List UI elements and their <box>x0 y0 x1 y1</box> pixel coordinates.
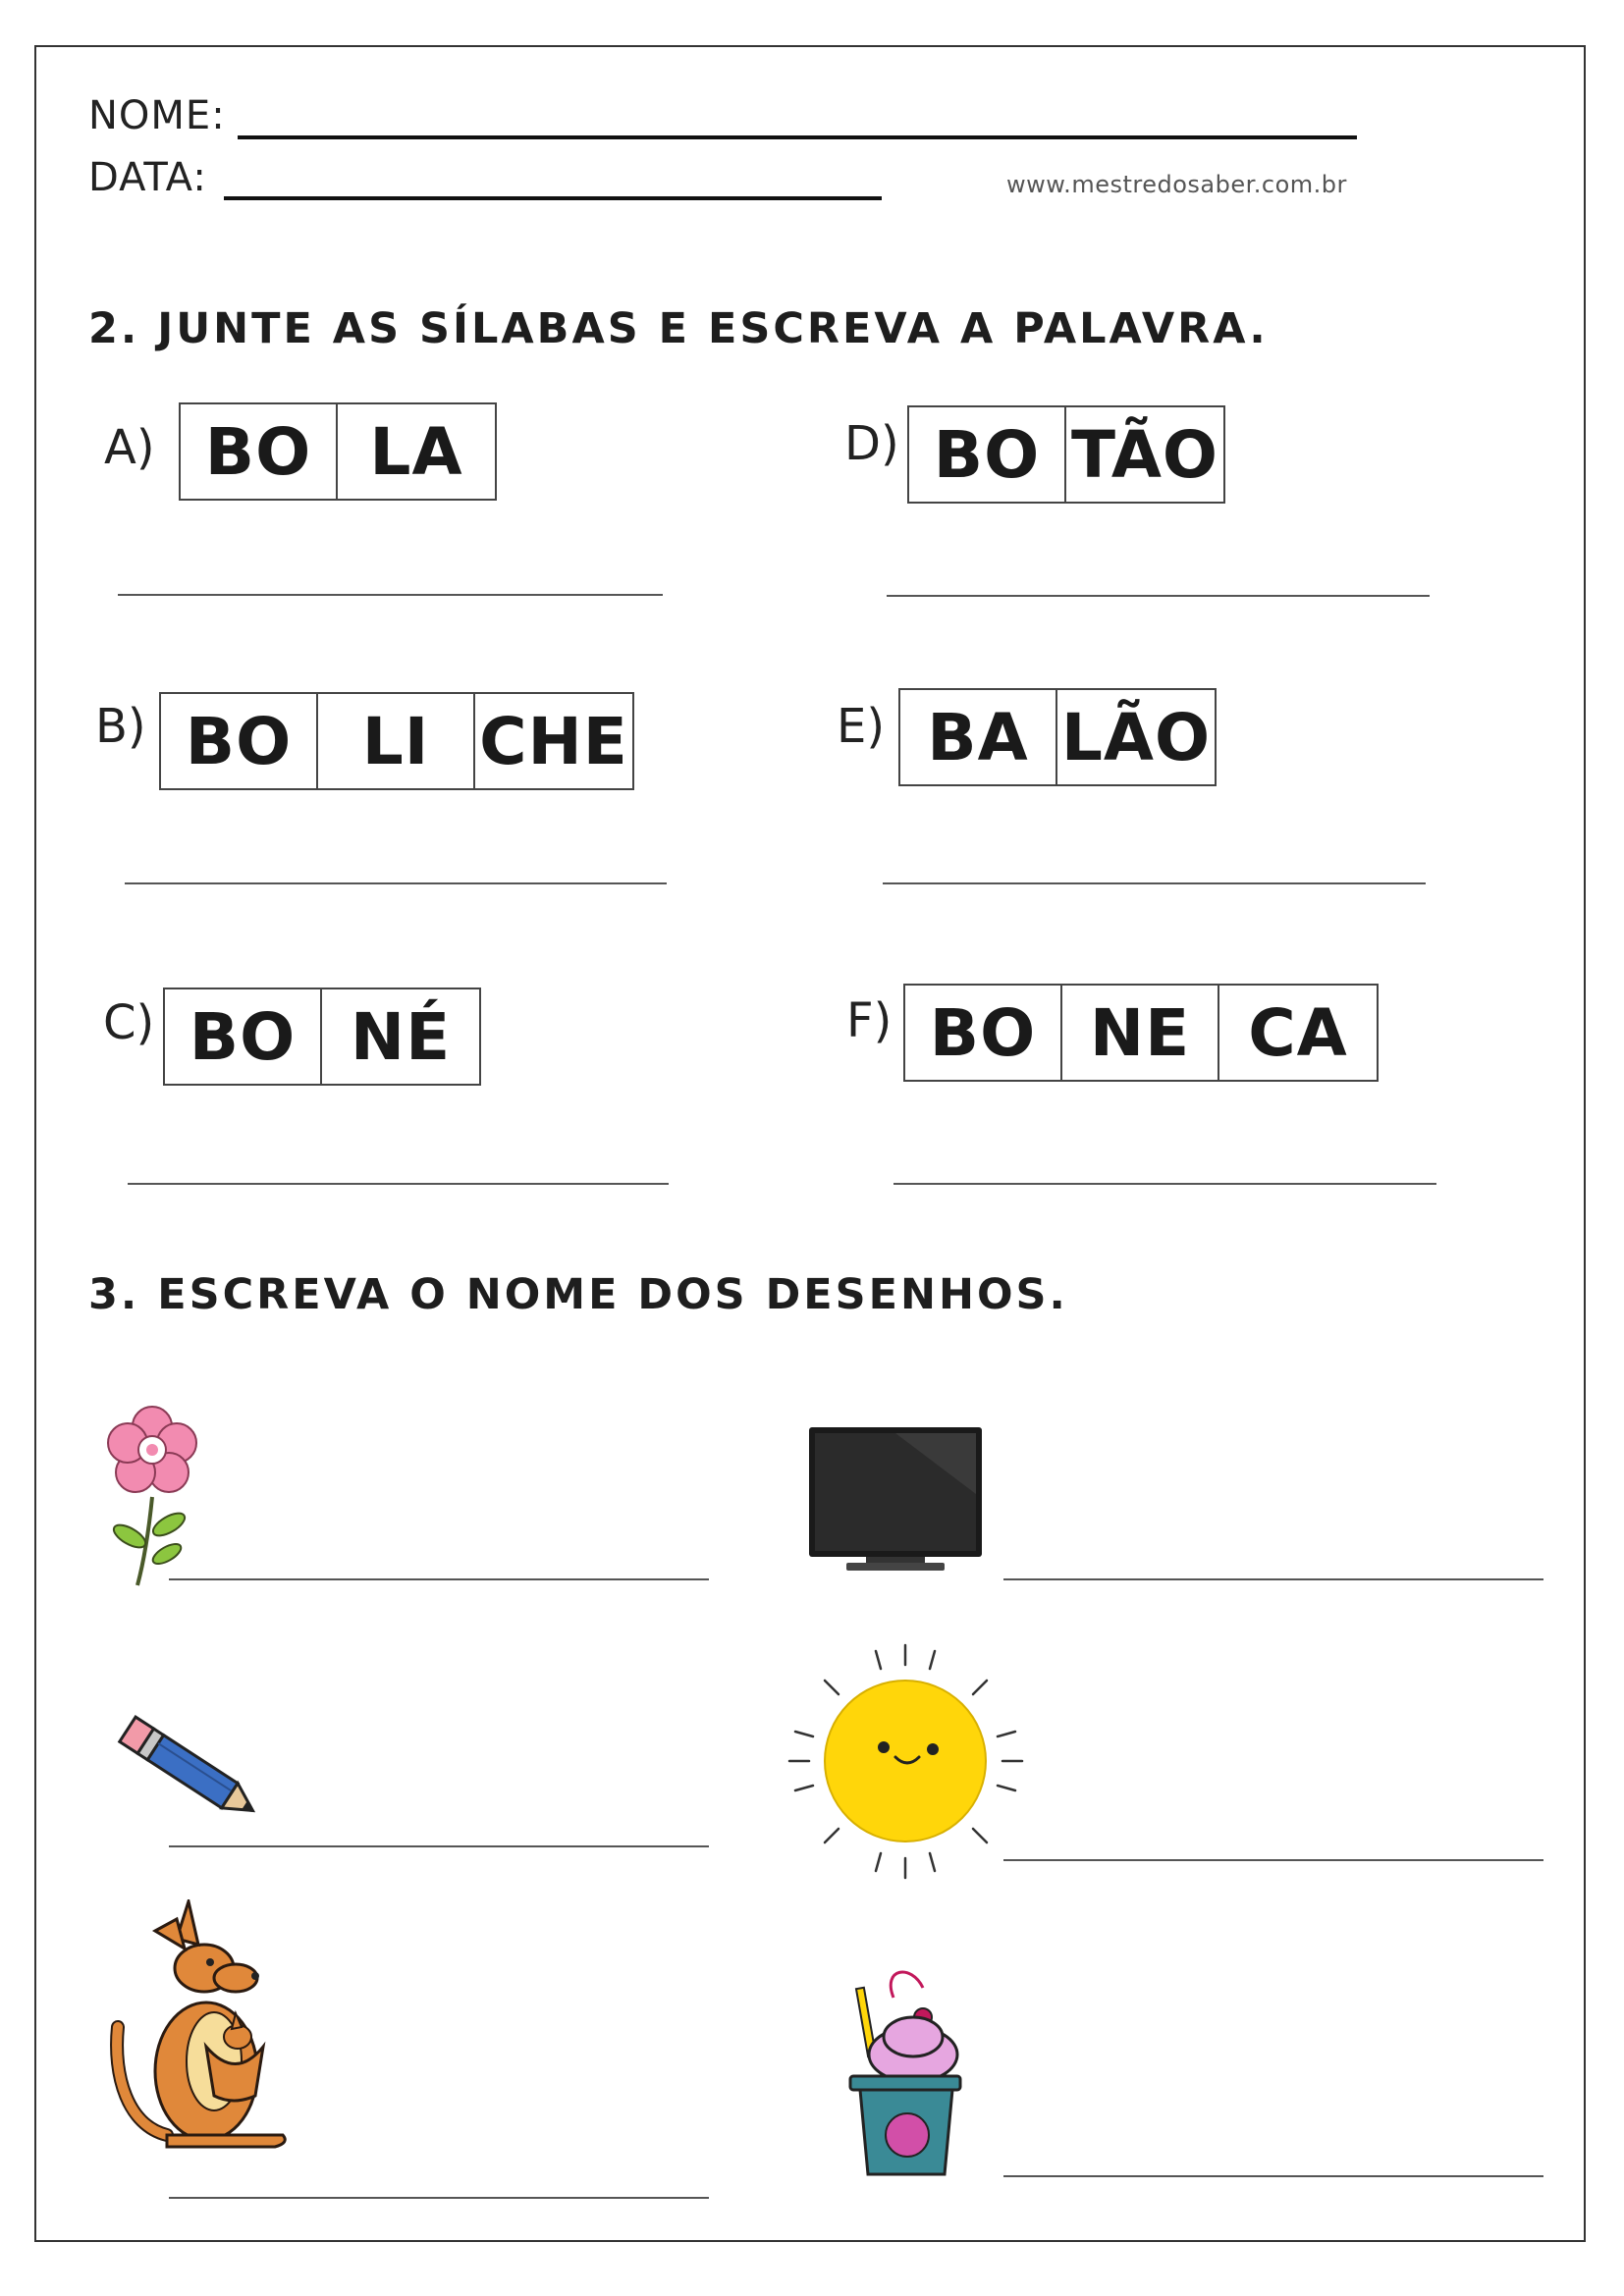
syllable-box-f <box>903 984 1379 1082</box>
item-d-label: D) <box>844 416 899 471</box>
answer-line-kangaroo[interactable] <box>169 2197 709 2199</box>
syllable: TÃO <box>1070 416 1219 493</box>
syllable-box-b <box>159 692 634 790</box>
answer-line-f[interactable] <box>893 1183 1436 1185</box>
answer-line-c[interactable] <box>128 1183 669 1185</box>
syllable: BA <box>900 690 1057 784</box>
syllable: NE <box>1062 986 1219 1080</box>
syllable: CA <box>1248 994 1348 1071</box>
item-e-label: E) <box>837 699 886 754</box>
answer-line-pencil[interactable] <box>169 1845 709 1847</box>
ice-cream-cup-icon <box>842 1968 970 2179</box>
syllable: NÉ <box>350 998 452 1075</box>
syllable-box-a <box>179 402 497 501</box>
question-3-title: 3. ESCREVA O NOME DOS DESENHOS. <box>88 1270 1068 1319</box>
syllable: LA <box>369 413 463 490</box>
date-label: DATA: <box>88 155 207 200</box>
syllable-box-d <box>907 405 1225 504</box>
item-f-label: F) <box>846 993 893 1048</box>
answer-line-e[interactable] <box>883 882 1426 884</box>
answer-line-flower[interactable] <box>169 1578 709 1580</box>
syllable: BO <box>905 986 1062 1080</box>
flower-icon <box>98 1389 206 1590</box>
answer-line-a[interactable] <box>118 594 663 596</box>
name-label: NOME: <box>88 93 226 138</box>
answer-line-b[interactable] <box>125 882 667 884</box>
kangaroo-icon <box>108 1899 295 2174</box>
syllable: BO <box>165 989 322 1084</box>
syllable: BO <box>181 404 338 499</box>
question-2-title: 2. JUNTE AS SÍLABAS E ESCREVA A PALAVRA. <box>88 304 1269 353</box>
item-b-label: B) <box>95 699 146 754</box>
answer-line-sun[interactable] <box>1003 1859 1543 1861</box>
syllable: BO <box>161 694 318 788</box>
syllable: BO <box>909 407 1066 502</box>
answer-line-d[interactable] <box>887 595 1430 597</box>
sun-icon <box>785 1641 1026 1882</box>
item-a-label: A) <box>104 420 155 475</box>
answer-line-icecream[interactable] <box>1003 2175 1543 2177</box>
syllable: LÃO <box>1060 699 1212 775</box>
website-text: www.mestredosaber.com.br <box>1006 171 1347 198</box>
item-c-label: C) <box>103 995 155 1050</box>
syllable-box-e <box>898 688 1217 786</box>
television-icon <box>807 1425 984 1575</box>
syllable: CHE <box>479 703 628 779</box>
name-field-line[interactable] <box>238 135 1357 139</box>
answer-line-tv[interactable] <box>1003 1578 1543 1580</box>
pencil-icon <box>108 1713 270 1826</box>
syllable: LI <box>318 694 475 788</box>
syllable-box-c <box>163 988 481 1086</box>
date-field-line[interactable] <box>224 196 882 200</box>
